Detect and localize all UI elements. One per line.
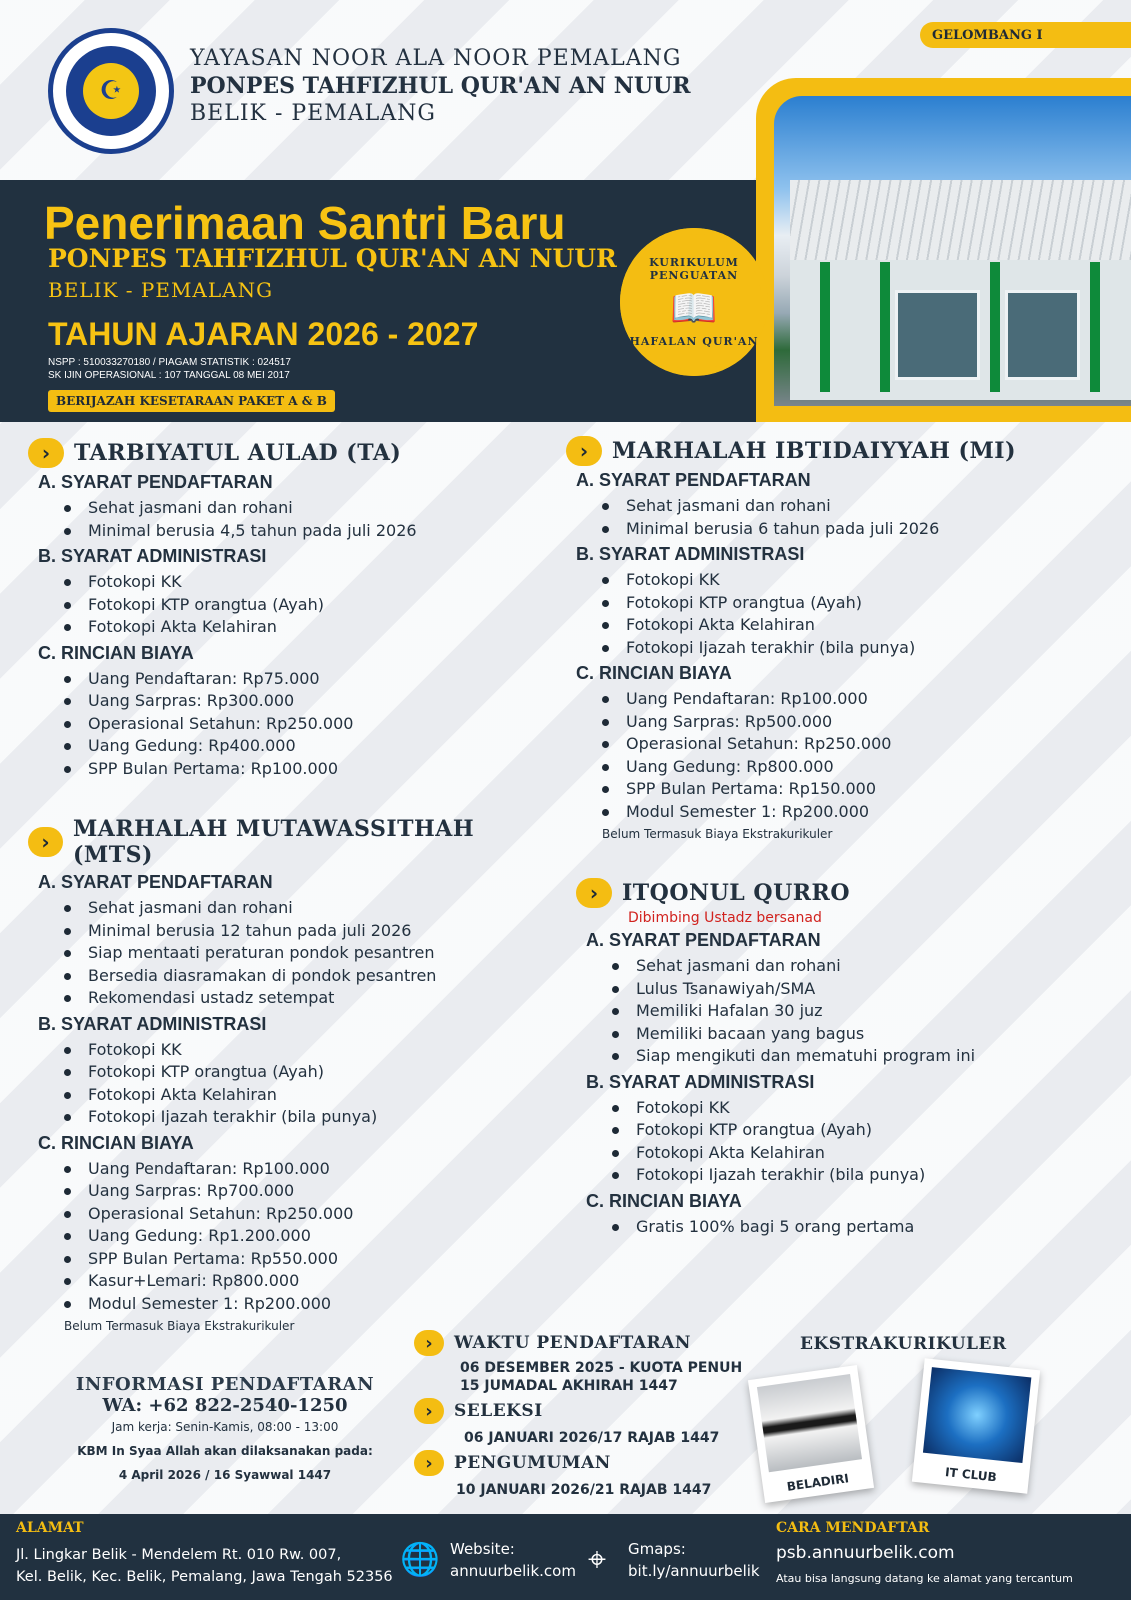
building-pillar [820, 262, 830, 392]
list-item: Modul Semester 1: Rp200.000 [602, 801, 1106, 824]
kbm-text: KBM In Syaa Allah akan dilaksanakan pada: [77, 1444, 373, 1458]
nspp-text: NSPP : 510033270180 / PIAGAM STATISTIK : 024517 [48, 357, 291, 368]
list-item: SPP Bulan Pertama: Rp150.000 [602, 778, 1106, 801]
website-label: Website: [450, 1540, 515, 1558]
chevron-right-icon: › [28, 438, 64, 468]
mts-syarat-pendaftaran-title: A. SYARAT PENDAFTARAN [38, 872, 273, 892]
mi-syarat-pendaftaran-title: A. SYARAT PENDAFTARAN [576, 470, 811, 490]
list-item: Fotokopi Akta Kelahiran [64, 616, 548, 639]
banner-location: BELIK - PEMALANG [48, 278, 274, 302]
mts-section [28, 816, 548, 1333]
ijazah-badge: BERIJAZAH KESETARAAN PAKET A & B [48, 390, 335, 412]
mi-header [566, 436, 1106, 466]
info-box [60, 1374, 390, 1482]
ta-header [28, 438, 548, 468]
mi-title: MARHALAH IBTIDAIYYAH (MI) [612, 438, 1017, 464]
list-item: Fotokopi Ijazah terakhir (bila punya) [602, 637, 1106, 660]
list-item: Fotokopi KTP orangtua (Ayah) [612, 1119, 1106, 1142]
list-item: Operasional Setahun: Rp250.000 [602, 733, 1106, 756]
iq-syarat-pendaftaran-list [612, 955, 1106, 1068]
list-item: Fotokopi Akta Kelahiran [602, 614, 1106, 637]
itclub-image [923, 1367, 1031, 1463]
list-item: Fotokopi KK [64, 571, 548, 594]
org-line-3: BELIK - PEMALANG [190, 101, 436, 126]
iq-syarat-administrasi-list [612, 1097, 1106, 1187]
page-title: Penerimaan Santri Baru [44, 197, 566, 249]
list-item: Bersedia diasramakan di pondok pesantren [64, 965, 548, 988]
building-pillar [880, 262, 890, 392]
waktu-line-2: 15 JUMADAL AKHIRAH 1447 [460, 1378, 678, 1394]
seal-top-text: KURIKULUM PENGUATAN [649, 256, 739, 282]
ta-section [28, 438, 548, 784]
list-item: SPP Bulan Pertama: Rp550.000 [64, 1248, 548, 1271]
mts-rincian-biaya-title: C. RINCIAN BIAYA [38, 1132, 194, 1153]
list-item: Fotokopi KTP orangtua (Ayah) [64, 594, 548, 617]
mi-syarat-administrasi-title: B. SYARAT ADMINISTRASI [576, 544, 805, 564]
list-item: Fotokopi KK [64, 1039, 548, 1062]
iq-syarat-pendaftaran-title: A. SYARAT PENDAFTARAN [586, 930, 821, 950]
mts-note: Belum Termasuk Biaya Ekstrakurikuler [64, 1319, 295, 1333]
gelombang-badge: GELOMBANG I [920, 22, 1131, 48]
chevron-right-icon: › [566, 436, 602, 466]
list-item: Uang Gedung: Rp1.200.000 [64, 1225, 548, 1248]
list-item: Kasur+Lemari: Rp800.000 [64, 1270, 548, 1293]
list-item: Fotokopi KK [612, 1097, 1106, 1120]
iq-rincian-biaya-list [612, 1216, 1106, 1239]
list-item: Fotokopi Akta Kelahiran [64, 1084, 548, 1107]
list-item: Fotokopi Akta Kelahiran [612, 1142, 1106, 1165]
iq-rincian-biaya-title: C. RINCIAN BIAYA [586, 1190, 742, 1211]
registration-note: Atau bisa langsung datang ke alamat yang tercantum [776, 1572, 1073, 1585]
seleksi-title: SELEKSI [454, 1401, 543, 1421]
info-title: INFORMASI PENDAFTARAN [75, 1374, 375, 1395]
logo-emblem-icon: ☪ [83, 63, 139, 119]
ta-syarat-pendaftaran-list [64, 497, 548, 542]
beladiri-caption: BELADIRI [785, 1471, 850, 1494]
address-line-1: Jl. Lingkar Belik - Mendelem Rt. 010 Rw. 007, [16, 1547, 342, 1563]
list-item: Rekomendasi ustadz setempat [64, 987, 548, 1010]
seleksi-date: 06 JANUARI 2026/17 RAJAB 1447 [464, 1430, 720, 1446]
mts-header [28, 816, 548, 868]
mi-rincian-biaya-list [602, 688, 1106, 823]
ta-syarat-administrasi-title: B. SYARAT ADMINISTRASI [38, 546, 267, 566]
beladiri-polaroid [748, 1365, 874, 1503]
list-item: Memiliki bacaan yang bagus [612, 1023, 1106, 1046]
working-hours: Jam kerja: Senin-Kamis, 08:00 - 13:00 [111, 1420, 339, 1434]
iq-subtitle: Dibimbing Ustadz bersanad [628, 910, 822, 926]
quran-book-icon: 📖 [670, 286, 718, 330]
mts-syarat-administrasi-list [64, 1039, 548, 1129]
seal-bottom-text: HAFALAN QUR'AN [629, 335, 759, 348]
list-item: Siap mengikuti dan mematuhi program ini [612, 1045, 1106, 1068]
building-pillar [990, 262, 1000, 392]
list-item: Uang Pendaftaran: Rp100.000 [64, 1158, 548, 1181]
list-item: Sehat jasmani dan rohani [64, 497, 548, 520]
ta-syarat-pendaftaran-title: A. SYARAT PENDAFTARAN [38, 472, 273, 492]
list-item: Siap mentaati peraturan pondok pesantren [64, 942, 548, 965]
iq-syarat-administrasi-title: B. SYARAT ADMINISTRASI [586, 1071, 815, 1092]
mts-syarat-pendaftaran-list [64, 897, 548, 1010]
list-item: Operasional Setahun: Rp250.000 [64, 1203, 548, 1226]
waktu-header [414, 1330, 754, 1356]
mi-note: Belum Termasuk Biaya Ekstrakurikuler [602, 827, 833, 841]
schedule-box [414, 1330, 754, 1498]
list-item: Minimal berusia 4,5 tahun pada juli 2026 [64, 520, 548, 543]
gmaps-label: Gmaps: [628, 1540, 686, 1558]
list-item: Fotokopi KTP orangtua (Ayah) [64, 1061, 548, 1084]
org-line-2: PONPES TAHFIZHUL QUR'AN AN NUUR [190, 73, 691, 99]
iq-header [576, 878, 1106, 908]
list-item: Modul Semester 1: Rp200.000 [64, 1293, 548, 1316]
list-item: Fotokopi Ijazah terakhir (bila punya) [612, 1164, 1106, 1187]
mi-syarat-administrasi-list [602, 569, 1106, 659]
pengumuman-date: 10 JANUARI 2026/21 RAJAB 1447 [456, 1482, 712, 1498]
gmaps-block [628, 1538, 760, 1582]
ekstra-title: EKSTRAKURIKULER [800, 1334, 1007, 1354]
list-item: Uang Sarpras: Rp300.000 [64, 690, 548, 713]
waktu-title: WAKTU PENDAFTARAN [454, 1333, 691, 1353]
iq-section [576, 878, 1106, 1242]
list-item: Fotokopi KTP orangtua (Ayah) [602, 592, 1106, 615]
chevron-right-icon: › [414, 1450, 444, 1476]
list-item: Uang Sarpras: Rp500.000 [602, 711, 1106, 734]
mi-rincian-biaya-title: C. RINCIAN BIAYA [576, 663, 732, 683]
list-item: Gratis 100% bagi 5 orang pertama [612, 1216, 1106, 1239]
seleksi-header [414, 1398, 754, 1424]
list-item: Uang Gedung: Rp400.000 [64, 735, 548, 758]
building-roof [790, 180, 1131, 260]
mts-syarat-administrasi-title: B. SYARAT ADMINISTRASI [38, 1013, 267, 1034]
ta-rincian-biaya-list [64, 668, 548, 781]
list-item: Uang Pendaftaran: Rp75.000 [64, 668, 548, 691]
cara-mendaftar-label: CARA MENDAFTAR [776, 1520, 930, 1536]
address-line-2: Kel. Belik, Kec. Belik, Pemalang, Jawa Tengah 52356 [16, 1569, 393, 1585]
list-item: Uang Sarpras: Rp700.000 [64, 1180, 548, 1203]
pengumuman-header [414, 1450, 754, 1476]
mi-syarat-pendaftaran-list [602, 495, 1106, 540]
list-item: Uang Pendaftaran: Rp100.000 [602, 688, 1106, 711]
curriculum-seal [620, 228, 768, 376]
alamat-label: ALAMAT [16, 1520, 84, 1536]
whatsapp-number[interactable]: WA: +62 822-2540-1250 [102, 1395, 348, 1416]
sk-text: SK IJIN OPERASIONAL : 107 TANGGAL 08 MEI 2017 [48, 370, 290, 381]
chevron-right-icon: › [576, 878, 612, 908]
list-item: Fotokopi KK [602, 569, 1106, 592]
iq-title: ITQONUL QURRO [622, 880, 850, 906]
mts-rincian-biaya-list [64, 1158, 548, 1316]
list-item: Sehat jasmani dan rohani [602, 495, 1106, 518]
address [16, 1544, 393, 1588]
mts-title: MARHALAH MUTAWASSITHAH (MTS) [72, 816, 475, 868]
ta-syarat-administrasi-list [64, 571, 548, 639]
itclub-polaroid [912, 1358, 1040, 1493]
list-item: Lulus Tsanawiyah/SMA [612, 978, 1106, 1001]
list-item: Fotokopi Ijazah terakhir (bila punya) [64, 1106, 548, 1129]
list-item: Memiliki Hafalan 30 juz [612, 1000, 1106, 1023]
building-window [895, 290, 980, 380]
banner-subtitle: PONPES TAHFIZHUL QUR'AN AN NUUR [48, 244, 617, 273]
kbm-date: 4 April 2026 / 16 Syawwal 1447 [118, 1468, 332, 1482]
website-link[interactable]: annuurbelik.com [450, 1562, 576, 1580]
list-item: SPP Bulan Pertama: Rp100.000 [64, 758, 548, 781]
list-item: Sehat jasmani dan rohani [612, 955, 1106, 978]
waktu-line-1: 06 DESEMBER 2025 - KUOTA PENUH [460, 1360, 743, 1376]
registration-numbers [48, 356, 291, 382]
gmaps-link[interactable]: bit.ly/annuurbelik [628, 1562, 760, 1580]
building-window [1005, 290, 1080, 380]
list-item: Operasional Setahun: Rp250.000 [64, 713, 548, 736]
school-logo [48, 28, 174, 154]
website-block [450, 1538, 576, 1582]
globe-icon: 🌐 [400, 1540, 440, 1578]
org-line-1: YAYASAN NOOR ALA NOOR PEMALANG [190, 46, 682, 71]
beladiri-image [757, 1374, 862, 1472]
chevron-right-icon: › [28, 827, 63, 857]
organization-name [190, 46, 691, 126]
list-item: Minimal berusia 12 tahun pada juli 2026 [64, 920, 548, 943]
pengumuman-title: PENGUMUMAN [454, 1453, 611, 1473]
logo-ring [66, 46, 156, 136]
registration-url[interactable]: psb.annuurbelik.com [776, 1543, 955, 1563]
academic-year: TAHUN AJARAN 2026 - 2027 [48, 316, 479, 352]
ta-title: TARBIYATUL AULAD (TA) [74, 440, 402, 466]
building-pillar [1090, 262, 1100, 392]
chevron-right-icon: › [414, 1398, 444, 1424]
list-item: Minimal berusia 6 tahun pada juli 2026 [602, 518, 1106, 541]
chevron-right-icon: › [414, 1330, 444, 1356]
mi-section [566, 436, 1106, 841]
list-item: Sehat jasmani dan rohani [64, 897, 548, 920]
location-pin-icon: ⌖ [588, 1540, 607, 1578]
itclub-caption: IT CLUB [944, 1465, 998, 1485]
list-item: Uang Gedung: Rp800.000 [602, 756, 1106, 779]
ta-rincian-biaya-title: C. RINCIAN BIAYA [38, 642, 194, 663]
